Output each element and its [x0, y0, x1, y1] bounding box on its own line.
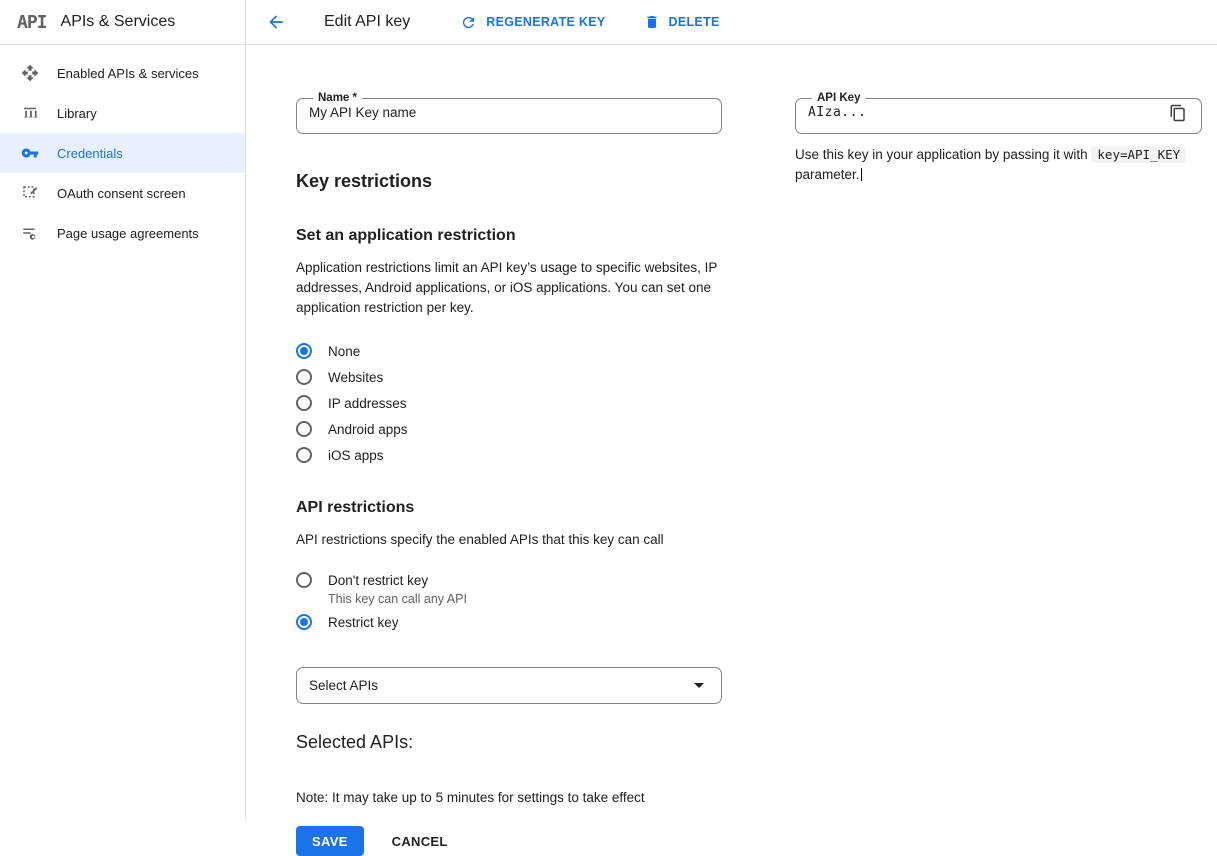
save-button[interactable]: SAVE: [296, 826, 364, 856]
radio-unselected-icon: [296, 395, 312, 411]
regenerate-key-button[interactable]: [452, 8, 613, 37]
form-column: [296, 92, 722, 821]
radio-label: Restrict key: [328, 615, 399, 630]
radio-unselected-icon: [296, 447, 312, 463]
api-logo: API: [17, 12, 47, 33]
key-param-code: key=API_KEY: [1091, 146, 1186, 163]
radio-unselected-icon: [296, 421, 312, 437]
page-agreements-icon: [21, 224, 39, 242]
name-field-label: Name *: [313, 92, 362, 104]
oauth-consent-icon: [21, 184, 39, 202]
library-icon: [21, 104, 39, 122]
app-restriction-title: Set an application restriction: [296, 227, 722, 245]
api-key-field: [795, 92, 1202, 134]
product-name: APIs & Services: [61, 13, 176, 31]
radio-unselected-icon: [296, 572, 312, 588]
refresh-icon: [460, 14, 477, 31]
radio-dont-restrict-key[interactable]: [296, 568, 722, 592]
radio-label: Don't restrict key: [328, 573, 428, 588]
key-usage-hint: [795, 145, 1190, 185]
api-restriction-radio-group: [296, 568, 722, 634]
app-restriction-description: Application restrictions limit an API key’s usage to specific websites, IP addresses, Android applications, or iOS applications. You can set one application restriction per key.: [296, 258, 722, 318]
radio-ip-addresses[interactable]: [296, 390, 722, 416]
radio-label: IP addresses: [328, 396, 407, 411]
api-restrictions-description: API restrictions specify the enabled APIs that this key can call: [296, 530, 722, 550]
name-input[interactable]: [309, 104, 709, 128]
api-key-value-input[interactable]: [808, 104, 1161, 128]
dont-restrict-sublabel: This key can call any API: [328, 592, 722, 606]
trash-icon: [644, 14, 660, 30]
radio-ios-apps[interactable]: [296, 442, 722, 468]
radio-selected-icon: [296, 614, 312, 630]
radio-websites[interactable]: [296, 364, 722, 390]
sidebar-item-credentials[interactable]: [0, 133, 245, 173]
radio-label: Android apps: [328, 422, 408, 437]
select-apis-value: Select APIs: [309, 678, 378, 693]
delete-label: DELETE: [669, 15, 720, 29]
product-header: [0, 0, 246, 44]
key-restrictions-title: Key restrictions: [296, 171, 722, 192]
main-content: [247, 45, 1217, 821]
sidebar-item-library[interactable]: [0, 93, 245, 133]
page-title: Edit API key: [324, 13, 410, 31]
sidebar-item-label: OAuth consent screen: [57, 186, 186, 201]
radio-none[interactable]: [296, 338, 722, 364]
copy-icon: [1169, 104, 1187, 122]
back-button[interactable]: [264, 10, 288, 34]
api-key-field-label: API Key: [812, 92, 865, 104]
radio-unselected-icon: [296, 369, 312, 385]
radio-label: Websites: [328, 370, 383, 385]
sidebar-item-enabled-apis[interactable]: [0, 53, 245, 93]
sidebar-item-page-usage[interactable]: [0, 213, 245, 253]
select-apis-dropdown[interactable]: [296, 667, 722, 704]
usage-text-before: Use this key in your application by passing it with: [795, 147, 1091, 162]
dropdown-arrow-icon: [694, 683, 704, 688]
settings-note: Note: It may take up to 5 minutes for settings to take effect: [296, 790, 722, 805]
sidebar-item-label: Credentials: [57, 146, 123, 161]
app-restriction-radio-group: [296, 338, 722, 468]
sidebar-item-label: Page usage agreements: [57, 226, 199, 241]
selected-apis-title: Selected APIs:: [296, 732, 722, 753]
api-restrictions-title: API restrictions: [296, 499, 722, 517]
api-key-column: [795, 92, 1202, 821]
delete-button[interactable]: [636, 8, 728, 36]
page-header: [246, 0, 1217, 44]
action-buttons: [296, 826, 722, 856]
arrow-back-icon: [266, 12, 286, 32]
sidebar-item-label: Library: [57, 106, 97, 121]
top-bar: [0, 0, 1217, 45]
sidebar-item-label: Enabled APIs & services: [57, 66, 199, 81]
text-cursor: [861, 168, 862, 181]
enabled-apis-icon: [21, 64, 39, 82]
regenerate-key-label: REGENERATE KEY: [486, 15, 605, 29]
radio-label: iOS apps: [328, 448, 384, 463]
radio-label: None: [328, 344, 360, 359]
copy-button[interactable]: [1169, 104, 1187, 122]
key-icon: [21, 144, 39, 162]
radio-restrict-key[interactable]: [296, 610, 722, 634]
radio-android-apps[interactable]: [296, 416, 722, 442]
radio-selected-icon: [296, 343, 312, 359]
cancel-button[interactable]: CANCEL: [392, 834, 448, 849]
sidebar-item-oauth-consent[interactable]: [0, 173, 245, 213]
name-field: [296, 92, 722, 134]
usage-text-after: parameter.: [795, 167, 860, 182]
sidebar: [0, 45, 246, 821]
